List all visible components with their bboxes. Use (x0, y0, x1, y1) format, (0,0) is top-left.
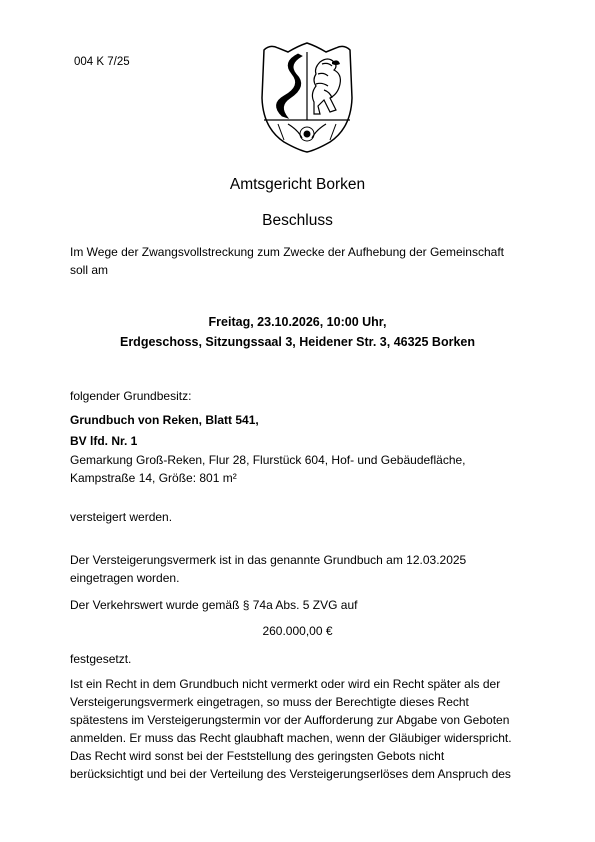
document-title: Beschluss (262, 212, 333, 229)
property-description-1: Gemarkung Groß-Reken, Flur 28, Flurstück 604, Hof- und Gebäudefläche, (70, 453, 466, 467)
intro-line-1: Im Wege der Zwangsvollstreckung zum Zwecke der Aufhebung der Gemeinschaft (70, 245, 504, 259)
appointment-location: Erdgeschoss, Sitzungssaal 3, Heidener Str. 3, 46325 Borken (119, 335, 475, 349)
note-line-2: eingetragen worden. (70, 571, 180, 585)
property-entry: BV lfd. Nr. 1 (70, 434, 138, 448)
rights-line-4: anmelden. Er muss das Recht glaubhaft machen, wenn der Gläubiger widerspricht. (70, 731, 512, 745)
rights-line-1: Ist ein Recht in dem Grundbuch nicht vermerkt oder wird ein Recht später als der (70, 677, 501, 691)
note-line-1: Der Versteigerungsvermerk ist in das genannte Grundbuch am 12.03.2025 (70, 553, 467, 567)
valuation-suffix: festgesetzt. (70, 652, 132, 666)
coat-of-arms-nrw (258, 40, 356, 154)
case-number: 004 K 7/25 (74, 56, 130, 68)
property-label: folgender Grundbesitz: (70, 389, 192, 403)
valuation-text: Der Verkehrswert wurde gemäß § 74a Abs. 5 ZVG auf (70, 598, 358, 612)
rights-line-6: berücksichtigt und bei der Verteilung des Versteigerungserlöses dem Anspruch des (70, 767, 511, 781)
valuation-amount: 260.000,00 € (262, 624, 333, 638)
rights-line-2: Versteigerungsvermerk eingetragen, so muss der Berechtigte dieses Recht (70, 695, 469, 709)
property-register: Grundbuch von Reken, Blatt 541, (70, 413, 259, 427)
intro-line-2: soll am (70, 263, 109, 277)
property-description-2: Kampstraße 14, Größe: 801 m² (70, 471, 237, 485)
auction-text: versteigert werden. (70, 510, 173, 524)
rights-line-5: Das Recht wird sonst bei der Feststellung des geringsten Gebots nicht (70, 749, 445, 763)
appointment-date-time: Freitag, 23.10.2026, 10:00 Uhr, (208, 315, 387, 329)
court-name: Amtsgericht Borken (229, 176, 366, 193)
rights-line-3: spätestens im Versteigerungstermin vor der Aufforderung zur Abgabe von Geboten (70, 713, 510, 727)
